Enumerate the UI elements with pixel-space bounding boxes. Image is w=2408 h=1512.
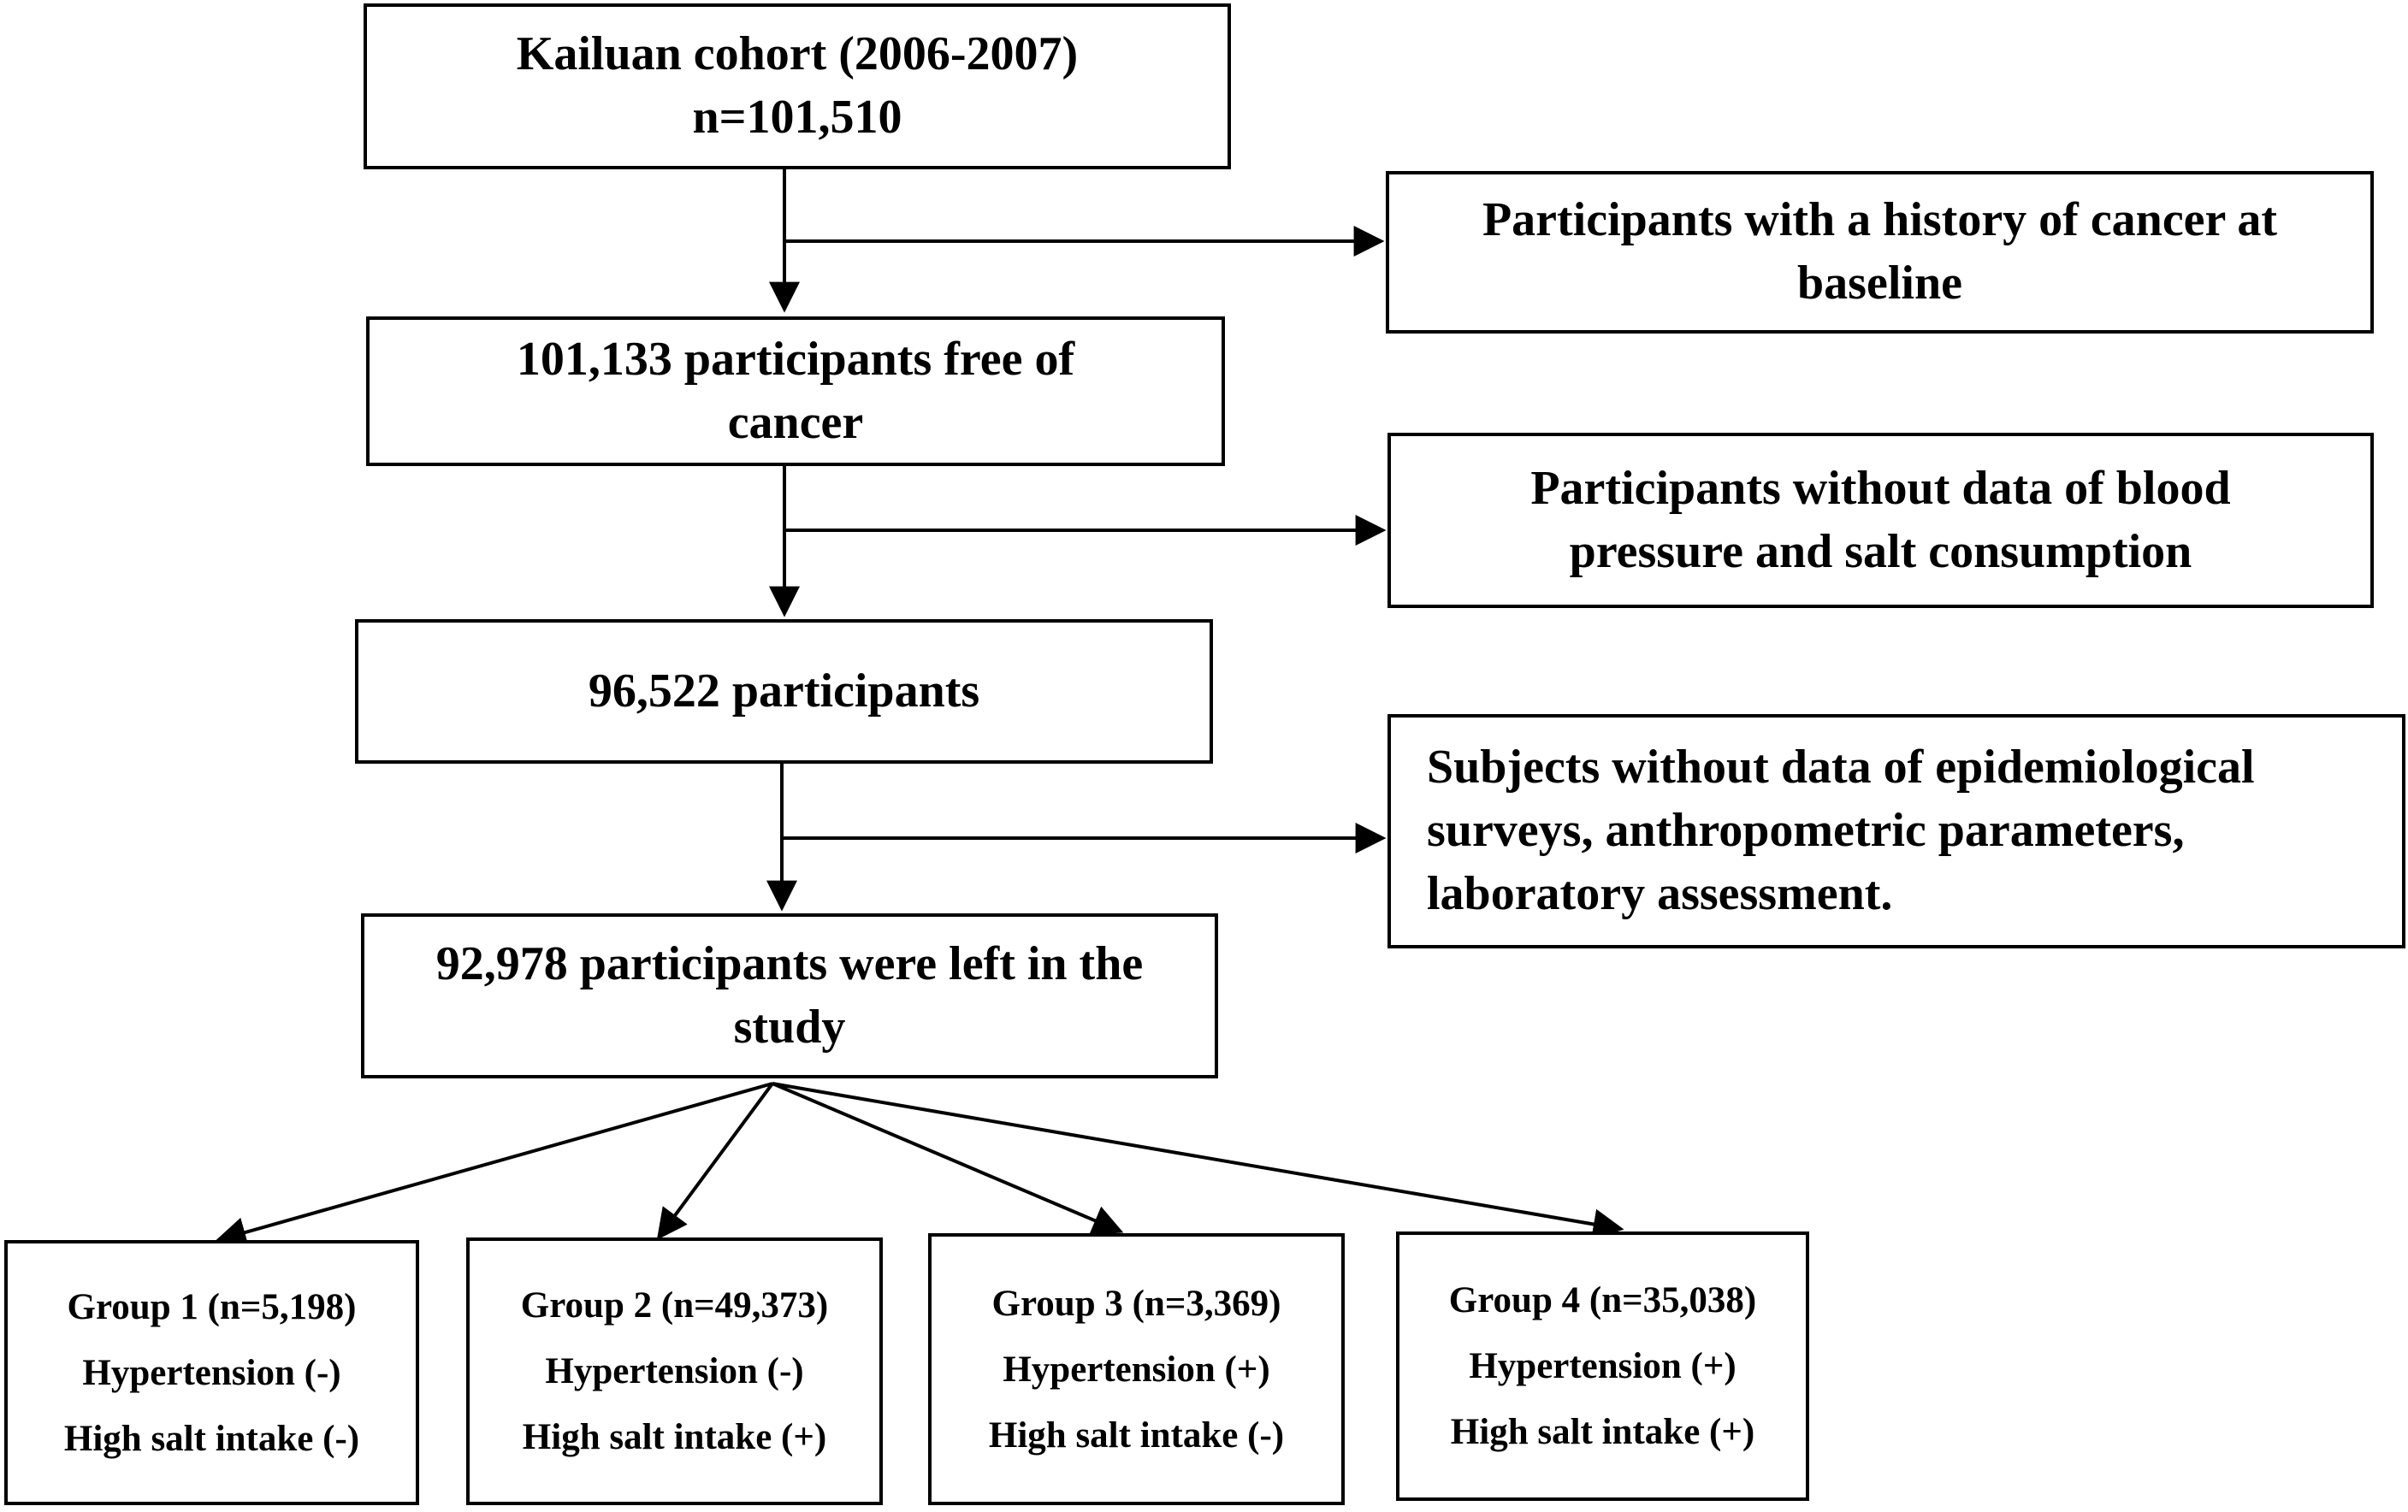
group-3-box [928, 1233, 1345, 1505]
no-survey-data-line-3: laboratory assessment. [1427, 866, 1893, 920]
cancer-history-text: Participants with a history of cancer at baseline [1482, 193, 2278, 310]
group-3-hypertension: Hypertension (+) [1003, 1349, 1270, 1390]
participants-96522-box [355, 619, 1213, 764]
no-survey-data-line-1: Subjects without data of epidemiological [1427, 741, 2255, 794]
free-of-cancer-text: 101,133 participants free of cancer [516, 332, 1075, 449]
arrow-to-group-4 [772, 1084, 1621, 1229]
no-bp-salt-text: Participants without data of blood pressure and salt consumption [1530, 461, 2231, 578]
no-survey-data-box [1387, 714, 2405, 948]
group-4-salt: High salt intake (+) [1450, 1412, 1755, 1452]
cohort-title: Kailuan cohort (2006-2007) [516, 27, 1079, 81]
group-4-hypertension: Hypertension (+) [1469, 1346, 1736, 1386]
no-bp-salt-box [1387, 433, 2374, 608]
arrow-to-group-3 [772, 1084, 1121, 1231]
left-in-study-text: 92,978 participants were left in the study [435, 936, 1144, 1054]
cancer-history-box [1386, 171, 2374, 334]
group-2-hypertension: Hypertension (-) [545, 1351, 804, 1391]
cohort-count: n=101,510 [692, 91, 902, 144]
group-1-salt: High salt intake (-) [63, 1418, 360, 1459]
group-1-hypertension: Hypertension (-) [82, 1352, 341, 1393]
group-3-name: Group 3 (n=3,369) [991, 1283, 1281, 1324]
group-4-box [1396, 1231, 1809, 1501]
arrow-to-group-1 [218, 1084, 772, 1240]
group-1-box [4, 1240, 419, 1505]
group-2-box [466, 1237, 883, 1505]
group-3-salt: High salt intake (-) [988, 1415, 1285, 1456]
group-1-name: Group 1 (n=5,198) [67, 1286, 357, 1327]
left-in-study-box [361, 913, 1218, 1078]
no-survey-data-line-2: surveys, anthropometric parameters, [1427, 804, 2185, 858]
group-2-name: Group 2 (n=49,373) [520, 1285, 829, 1326]
group-2-salt: High salt intake (+) [522, 1417, 827, 1457]
cohort-box [364, 3, 1231, 169]
free-of-cancer-box [366, 316, 1225, 466]
group-4-name: Group 4 (n=35,038) [1448, 1280, 1757, 1320]
participants-96522-text: 96,522 participants [588, 664, 980, 718]
arrow-to-group-2 [659, 1084, 772, 1237]
